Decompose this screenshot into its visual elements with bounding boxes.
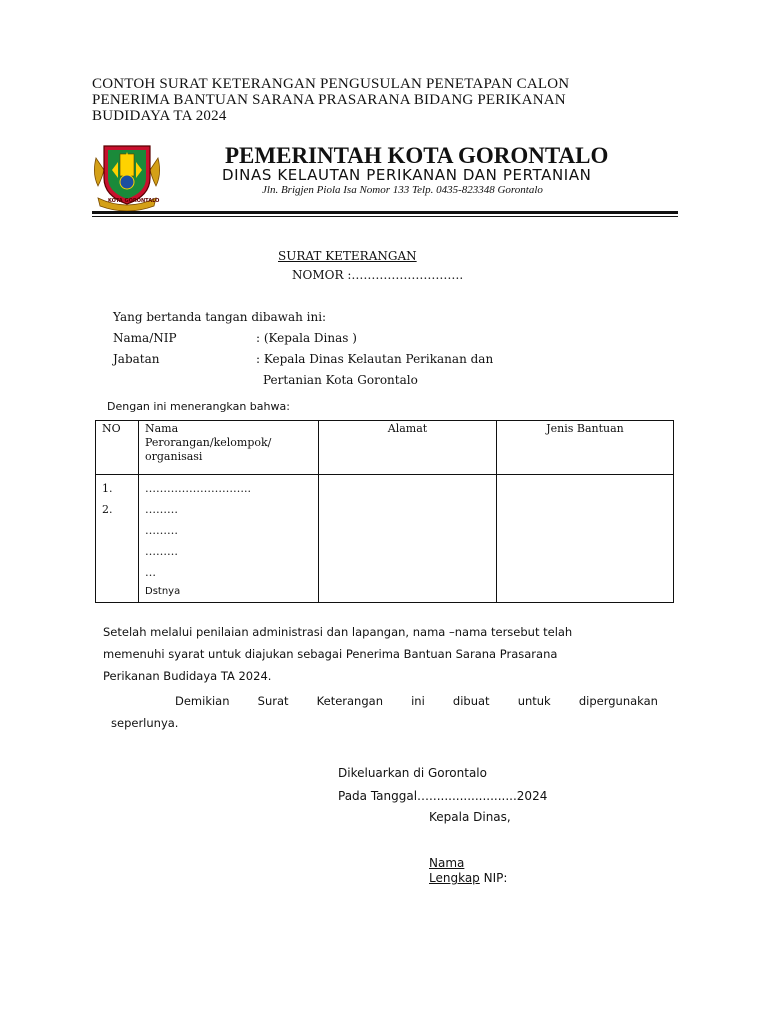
row-address-cell bbox=[319, 475, 497, 603]
name-entry-3: ……… bbox=[145, 524, 178, 537]
closing-word: ini bbox=[411, 694, 425, 708]
recipient-table bbox=[95, 420, 674, 603]
position-value-line-2: Pertanian Kota Gorontalo bbox=[263, 373, 418, 387]
table-row bbox=[96, 475, 674, 603]
signatory-name-line-1: Nama bbox=[429, 856, 465, 870]
letter-number: NOMOR :………………………. bbox=[292, 268, 464, 282]
header-aid-type-cell bbox=[497, 421, 674, 475]
header-name-line-1: Nama bbox=[145, 422, 179, 435]
header-name-line-3: organisasi bbox=[145, 450, 203, 463]
closing-word: Demikian bbox=[175, 694, 230, 708]
signatory-nip: NIP: bbox=[479, 871, 508, 885]
closing-word: dipergunakan bbox=[578, 694, 658, 708]
header-no: NO bbox=[102, 422, 121, 435]
header-name bbox=[139, 421, 318, 465]
issued-date: Pada Tanggal….......................2024 bbox=[338, 789, 548, 803]
paragraph-closing-line bbox=[103, 690, 658, 712]
paragraph-closing bbox=[103, 690, 658, 734]
paragraph-line: Setelah melalui penilaian administrasi dan lapangan, nama –nama tersebut telah bbox=[103, 625, 573, 639]
header-no-cell bbox=[96, 421, 139, 475]
paragraph-line: Perikanan Budidaya TA 2024. bbox=[103, 669, 272, 683]
header-name-cell bbox=[139, 421, 319, 475]
closing-word: untuk bbox=[517, 694, 551, 708]
signatory-name bbox=[429, 856, 507, 886]
kop-subtitle: DINAS KELAUTAN PERIKANAN DAN PERTANIAN bbox=[222, 166, 592, 184]
name-entry-etc: Dstnya bbox=[145, 586, 181, 597]
row-number-cell bbox=[96, 475, 139, 603]
logo-lettering: KOTA GORONTALO bbox=[108, 198, 160, 204]
paragraph-line: memenuhi syarat untuk diajukan sebagai Penerima Bantuan Sarana Prasarana bbox=[103, 647, 558, 661]
heading-line-2: PENERIMA BANTUAN SARANA PRASARANA BIDANG PERIKANAN bbox=[92, 92, 566, 108]
name-value: : (Kepala Dinas ) bbox=[256, 331, 357, 345]
intro-text: Yang bertanda tangan dibawah ini: bbox=[113, 310, 327, 324]
letterhead-rule-thin bbox=[92, 216, 678, 217]
kop-address: Jln. Brigjen Piola Isa Nomor 133 Telp. 0435-823348 Gorontalo bbox=[262, 184, 543, 196]
name-entry-1: ……………………….. bbox=[145, 482, 251, 495]
name-entry-5: … bbox=[145, 566, 156, 579]
row-aid-type-cell bbox=[497, 475, 674, 603]
signatory-name-line-2: Lengkap bbox=[429, 871, 480, 885]
header-address: Alamat bbox=[387, 422, 428, 435]
closing-word: Surat bbox=[257, 694, 289, 708]
name-label: Nama/NIP bbox=[113, 331, 177, 345]
letter-title: SURAT KETERANGAN bbox=[278, 249, 417, 263]
signatory-role: Kepala Dinas, bbox=[429, 810, 511, 824]
row-number-2: 2. bbox=[102, 503, 113, 516]
header-aid-type: Jenis Bantuan bbox=[546, 422, 624, 435]
issued-at: Dikeluarkan di Gorontalo bbox=[338, 766, 487, 780]
statement-text: Dengan ini menerangkan bahwa: bbox=[107, 400, 290, 413]
position-value-line-1: : Kepala Dinas Kelautan Perikanan dan bbox=[256, 352, 494, 366]
heading-line-1: CONTOH SURAT KETERANGAN PENGUSULAN PENETAPAN CALON bbox=[92, 76, 570, 92]
row-number-1: 1. bbox=[102, 482, 113, 495]
header-name-line-2: Perorangan/kelompok/ bbox=[145, 436, 272, 449]
closing-word: dibuat bbox=[452, 694, 490, 708]
name-entry-2: ……… bbox=[145, 503, 178, 516]
kop-title: PEMERINTAH KOTA GORONTALO bbox=[225, 143, 609, 168]
position-label: Jabatan bbox=[113, 352, 160, 366]
closing-word: Keterangan bbox=[316, 694, 383, 708]
paragraph-evaluation bbox=[103, 621, 658, 687]
paragraph-closing-last: seperlunya. bbox=[111, 716, 179, 730]
document-heading bbox=[92, 76, 569, 124]
header-address-cell bbox=[319, 421, 497, 475]
letterhead-rule-thick bbox=[92, 211, 678, 214]
row-name-cell bbox=[139, 475, 319, 603]
city-emblem-logo bbox=[92, 140, 162, 212]
name-entry-4: ……… bbox=[145, 545, 178, 558]
heading-line-3: BUDIDAYA TA 2024 bbox=[92, 108, 227, 124]
table-header-row bbox=[96, 421, 674, 475]
